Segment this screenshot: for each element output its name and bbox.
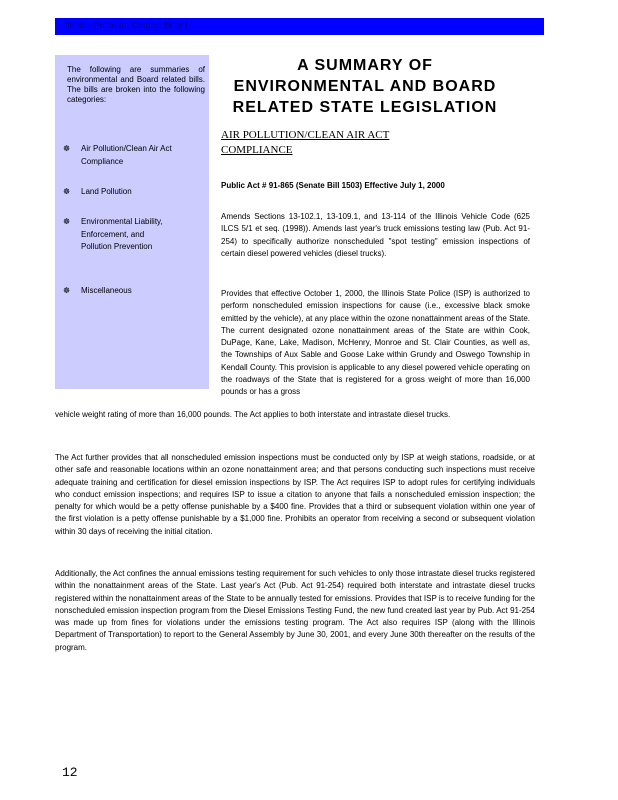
paragraph-additionally: Additionally, the Act confines the annual emissions testing requirement for such vehicles to only those intrastate diesel trucks registered within the nonattainment areas of the State. Last year's Act (Pub. Act 91-254) required both interstate and intrastate diesel trucks registered within the nonattainment areas of the State to be annually tested for emissions. Provides that ISP is to receive funding for the nonscheduled emission inspection program from the Diesel Emissions Testing Fund, the new fund created last year by Pub. Act 91-254 was made up from fines for violations under the emissions testing program. The Act also requires ISP (along with the Illinois Department of Transportation) to report to the General Assembly by June 30, 2001, and every June 30th thereafter on the results of the program.: [55, 569, 535, 652]
category-item-air: [63, 143, 191, 168]
page-number: 12: [62, 765, 78, 780]
title-line: ENVIRONMENTAL AND BOARD: [233, 78, 497, 95]
wheel-bullet-icon: ☸: [63, 286, 71, 295]
wheel-bullet-icon: ☸: [63, 187, 71, 196]
category-label: Environmental Liability, Enforcement, and Pollution Prevention: [81, 217, 163, 251]
paragraph-provides: Provides that effective October 1, 2000, the Illinois State Police (ISP) is authorized to perform nonscheduled emission inspections for cause (i.e., excessive black smoke emitted by the vehicle), at any place within the ozone nonattainment areas of the State. The current designated ozone nonattainment areas of the State are within Cook, DuPage, Kane, Lake, Madison, McHenry, Monroe and St. Clair Counties, as well as, the Townships of Aux Sable and Goose Lake within Grundy and Oswego Township in Kendall County. This provision is applicable to any diesel powered vehicle operating on the roadways of the State that is registered for a gross weight of more than 16,000 pounds or has a gross: [221, 289, 530, 397]
paragraph-further: The Act further provides that all nonscheduled emission inspections must be conducted only by ISP at weigh stations, roadside, or at other safe and reasonable locations within an ozone nonattainment area; and that persons conducting such inspections must receive adequate training and certification for diesel emission inspections by ISP. The Act requires ISP to adopt rules for certifying individuals who conduct emission inspections; and requires ISP to issue a citation to anyone that fails a nonscheduled emission inspection; the penalty for which would be a petty offense punishable by a $400 fine. Provides that a third or subsequent violation within one year of the first violation is a petty offense punishable by a $1,000 fine. Prohibits an operator from receiving a second or subsequent violation within 30 days of receiving the initial citation.: [55, 453, 535, 536]
category-item-environmental: [63, 216, 171, 254]
category-label: Land Pollution: [81, 187, 132, 196]
paragraph-provides-continued: vehicle weight rating of more than 16,000 pounds. The Act applies to both interstate and intrastate diesel trucks.: [55, 410, 451, 419]
wheel-bullet-icon: ☸: [63, 144, 71, 153]
category-sidebar: [55, 55, 209, 389]
title-line: A SUMMARY OF: [297, 57, 433, 74]
category-label: Miscellaneous: [81, 286, 132, 295]
public-act-line: Public Act # 91-865 (Senate Bill 1503) Effective July 1, 2000: [221, 181, 445, 190]
category-item-misc: [63, 285, 191, 298]
header-title: Illinois Pollution Control Board: [65, 21, 188, 30]
wheel-bullet-icon: ☸: [63, 217, 71, 226]
title-line: RELATED STATE LEGISLATION: [232, 99, 498, 116]
paragraph-amends: Amends Sections 13-102.1, 13-109.1, and 13-114 of the Illinois Vehicle Code (625 ILCS 5/1 et seq. (1998)). Amends last year's truck emissions testing law (Pub. Act 91-254) to specifically authorize nonscheduled "spot testing" emission inspections of certain diesel powered vehicles (diesel trucks).: [221, 212, 530, 258]
sidebar-intro: The following are summaries of environmental and Board related bills. The bills are broken into the following categories:: [67, 65, 205, 104]
section-heading: AIR POLLUTION/CLEAN AIR ACT COMPLIANCE: [221, 129, 390, 156]
category-label: Air Pollution/Clean Air Act Compliance: [81, 144, 172, 166]
page-title: [210, 55, 520, 118]
header-bar: [55, 18, 544, 35]
category-item-land: [63, 186, 191, 199]
